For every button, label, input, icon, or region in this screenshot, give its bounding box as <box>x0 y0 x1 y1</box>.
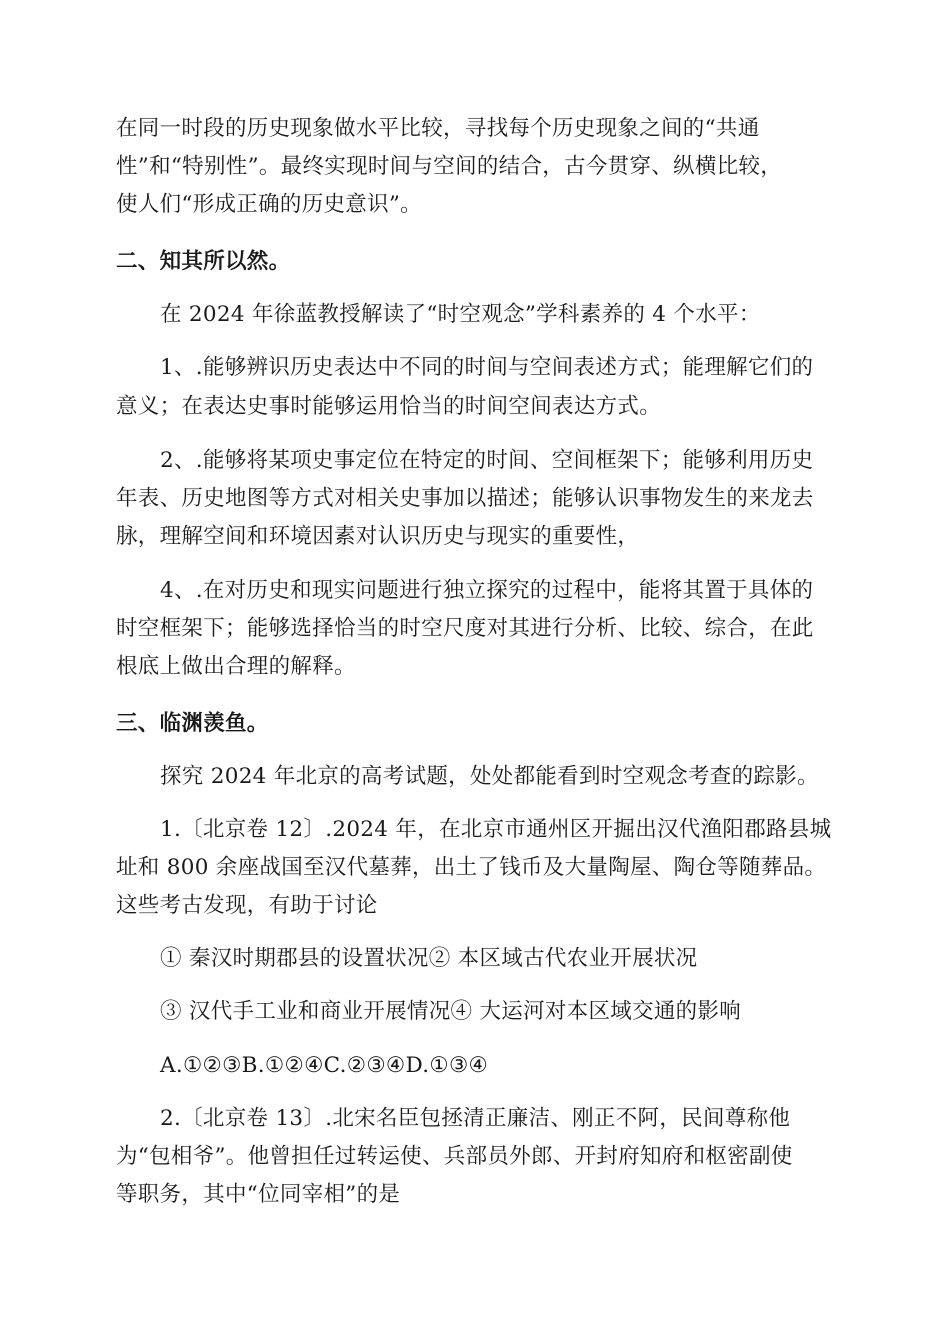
question-2-line: 2.〔北京卷 13〕.北宋名臣包拯清正廉洁、刚正不阿，民间尊称他 <box>160 1106 791 1131</box>
question-1-answers: A.①②③B.①②④C.②③④D.①③④ <box>160 1053 489 1078</box>
question-1-line: 1.〔北京卷 12〕.2024 年，在北京市通州区开掘出汉代渔阳郡路县城 <box>160 817 832 842</box>
level-4-line: 根底上做出合理的解释。 <box>116 654 356 679</box>
section-heading-2: 二、知其所以然。 <box>116 249 291 274</box>
question-2-line: 等职务，其中“位同宰相”的是 <box>116 1182 401 1207</box>
question-1-line: 址和 800 余座战国至汉代墓葬，出土了钱币及大量陶屋、陶仓等随葬品。 <box>116 855 827 880</box>
level-2-line: 2、.能够将某项史事定位在特定的时间、空间框架下；能够利用历史 <box>160 448 814 473</box>
level-1-line: 1、.能够辨识历史表达中不同的时间与空间表述方式；能理解它们的 <box>160 355 814 380</box>
level-4-line: 4、.在对历史和现实问题进行独立探究的过程中，能将其置于具体的 <box>160 578 814 603</box>
level-2-line: 脉，理解空间和环境因素对认识历史与现实的重要性， <box>116 524 640 549</box>
paragraph-line: 性”和“特别性”。最终实现时间与空间的结合，古今贯穿、纵横比较， <box>116 154 783 179</box>
question-1-line: 这些考古发现，有助于讨论 <box>116 893 378 918</box>
paragraph-line: 在同一时段的历史现象做水平比较，寻找每个历史现象之间的“共通 <box>116 116 760 141</box>
level-1-line: 意义；在表达史事时能够运用恰当的时间空间表达方式。 <box>116 394 662 419</box>
level-2-line: 年表、历史地图等方式对相关史事加以描述；能够认识事物发生的来龙去 <box>116 486 814 511</box>
question-1-option-line: ① 秦汉时期郡县的设置状况② 本区域古代农业开展状况 <box>160 946 698 971</box>
level-4-line: 时空框架下；能够选择恰当的时空尺度对其进行分析、比较、综合，在此 <box>116 616 814 641</box>
paragraph-line: 使人们“形成正确的历史意识”。 <box>116 192 422 217</box>
question-2-line: 为“包相爷”。他曾担任过转运使、兵部员外郎、开封府知府和枢密副使 <box>116 1144 793 1169</box>
paragraph-line: 探究 2024 年北京的高考试题，处处都能看到时空观念考查的踪影。 <box>160 764 819 789</box>
question-1-option-line: ③ 汉代手工业和商业开展情况④ 大运河对本区域交通的影响 <box>160 999 742 1024</box>
section-heading-3: 三、临渊羡鱼。 <box>116 711 269 736</box>
paragraph-line: 在 2024 年徐蓝教授解读了“时空观念”学科素养的 4 个水平： <box>160 302 761 327</box>
